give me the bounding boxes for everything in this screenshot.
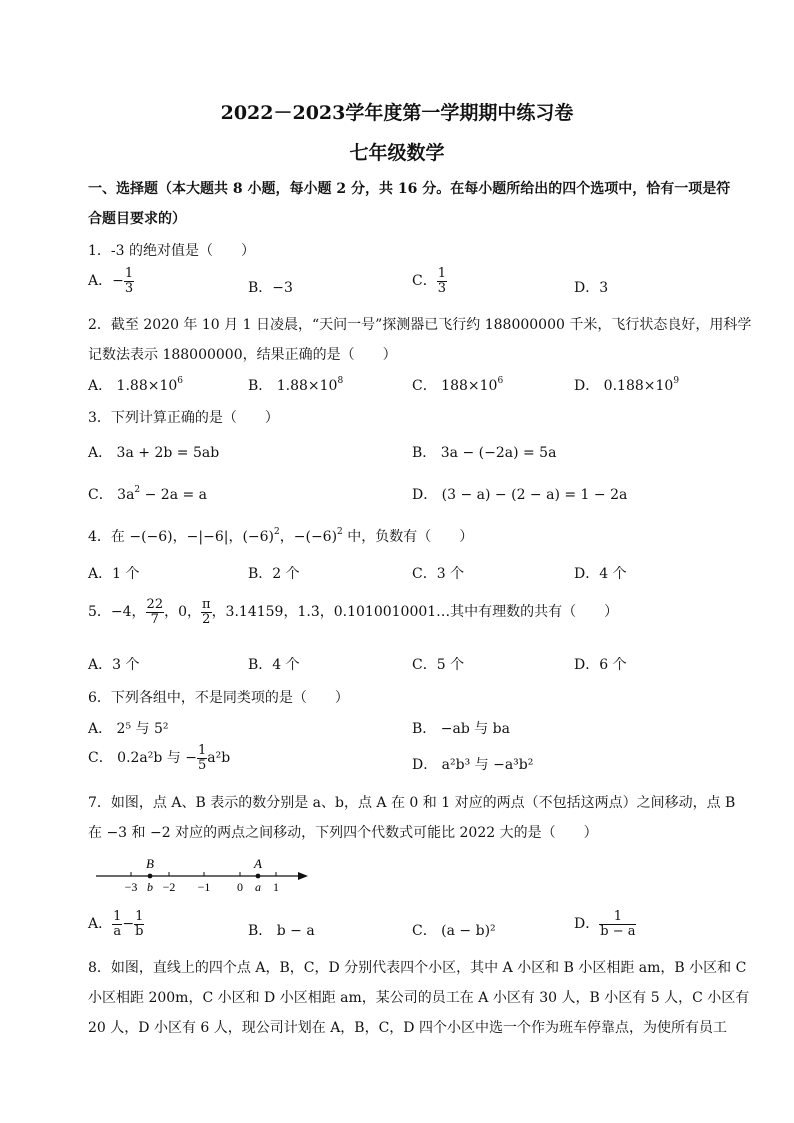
q1-stem: 1．-3 的绝对值是（ ） [88,243,255,259]
q3-option-d[interactable]: D． (3 − a) − (2 − a) = 1 − 2a [412,487,628,503]
tick-label: 0 [237,880,243,894]
q2-option-c[interactable]: C． $188\times 10^6$ [412,376,504,394]
q5-option-a[interactable]: A．3 个 [88,657,140,673]
q1-option-d[interactable]: D．3 [574,280,609,296]
q8-stem-line1: 8．如图，直线上的四个点 A，B，C，D 分别代表四个小区，其中 A 小区和 B 小区相距 am，B 小区和 C [88,960,747,976]
q3-option-a[interactable]: A． 3a + 2b = 5ab [88,445,220,461]
q2-stem-line1: 2．截至 2020 年 10 月 1 日凌晨，“天问一号”探测器已飞行约 188000000 千米，飞行状态良好，用科学 [88,317,752,333]
q2-option-d[interactable]: D． $0.188\times 10^9$ [574,376,680,394]
q4-stem: 4．在 −(−6)，−|−6|，$(-6)^2$，$-(-6)^2$ 中，负数有（ ） [88,527,474,545]
exam-subtitle: 七年级数学 [349,142,445,164]
q2-option-a[interactable]: A． $1.88\times 10^6$ [88,376,184,394]
point-b-dot [148,874,153,879]
q6-option-d[interactable]: D． a²b³ 与 −a³b² [412,757,534,773]
section-heading-line2: 合题目要求的） [88,211,186,227]
exam-title: 2022－2023学年度第一学期期中练习卷 [220,102,574,124]
point-a-label: A [254,856,262,871]
tick-label: −1 [197,880,211,894]
tick-label: −3 [124,880,138,894]
q7-option-d[interactable]: D． $\frac{1}{b - a}$ [574,909,636,939]
q5-option-c[interactable]: C．5 个 [412,657,465,673]
q8-stem-line3: 20 人，D 小区有 6 人，现公司计划在 A，B，C，D 四个小区中选一个作为班车停靠点，为使所有员工 [88,1020,727,1036]
q5-option-b[interactable]: B．4 个 [248,657,300,673]
section-heading-line1: 一、选择题（本大题共 8 小题，每小题 2 分，共 16 分。在每小题所给出的四个选项中，恰有一项是符 [88,181,731,197]
tick-label: 1 [273,880,279,894]
q3-option-c[interactable]: C． $3a^2 - 2a = a$ [88,485,208,503]
q6-option-b[interactable]: B． −ab 与 ba [412,721,510,737]
q7-option-a[interactable]: A． $\frac{1}{a}$ − $\frac{1}{b}$ [88,909,144,939]
q8-stem-line2: 小区相距 200m，C 小区和 D 小区相距 am，某公司的员工在 A 小区有 30 人，B 小区有 5 人，C 小区有 [88,990,750,1006]
q7-option-b[interactable]: B． b − a [248,923,315,939]
tick-label: a [255,880,261,894]
q3-option-b[interactable]: B． 3a − (−2a) = 5a [412,445,557,461]
q4-option-c[interactable]: C．3 个 [412,566,465,582]
number-line-figure [90,852,320,898]
q6-stem: 6．下列各组中，不是同类项的是（ ） [88,690,349,706]
q7-option-c[interactable]: C． (a − b)² [412,923,496,939]
q3-stem: 3．下列计算正确的是（ ） [88,410,279,426]
q6-option-c[interactable]: C． 0.2a²b 与 − $\frac{1}{5}$ a²b [88,743,231,773]
tick-label: −2 [162,880,176,894]
q4-option-b[interactable]: B．2 个 [248,566,300,582]
q2-option-b[interactable]: B． $1.88\times 10^8$ [248,376,344,394]
tick-label: b [147,880,153,894]
q7-stem-line1: 7．如图，点 A、B 表示的数分别是 a、b，点 A 在 0 和 1 对应的两点（不包括这两点）之间移动，点 B [88,795,736,811]
q5-stem: 5．−4， $\frac{22}{7}$ ，0， $\frac{\pi}{2}$ ，3.14159，1.3̇，0.1010010001…其中有理数的共有（ ） [88,597,619,627]
q1-option-c[interactable]: C． $\frac{1}{3}$ [412,266,446,296]
q6-option-a[interactable]: A． 2⁵ 与 5² [88,721,169,737]
q2-stem-line2: 记数法表示 188000000，结果正确的是（ ） [88,347,397,363]
number-line-arrow-icon [298,872,308,880]
q1-option-b[interactable]: B．−3 [248,280,293,296]
point-b-label: B [146,856,154,871]
q7-stem-line2: 在 −3 和 −2 对应的两点之间移动，下列四个代数式可能比 2022 大的是（ ） [88,825,598,841]
q5-option-d[interactable]: D．6 个 [574,657,627,673]
q1-option-a[interactable]: A．− $\frac{1}{3}$ [88,266,134,296]
q4-option-d[interactable]: D．4 个 [574,566,627,582]
q4-option-a[interactable]: A．1 个 [88,566,140,582]
point-a-dot [256,874,261,879]
